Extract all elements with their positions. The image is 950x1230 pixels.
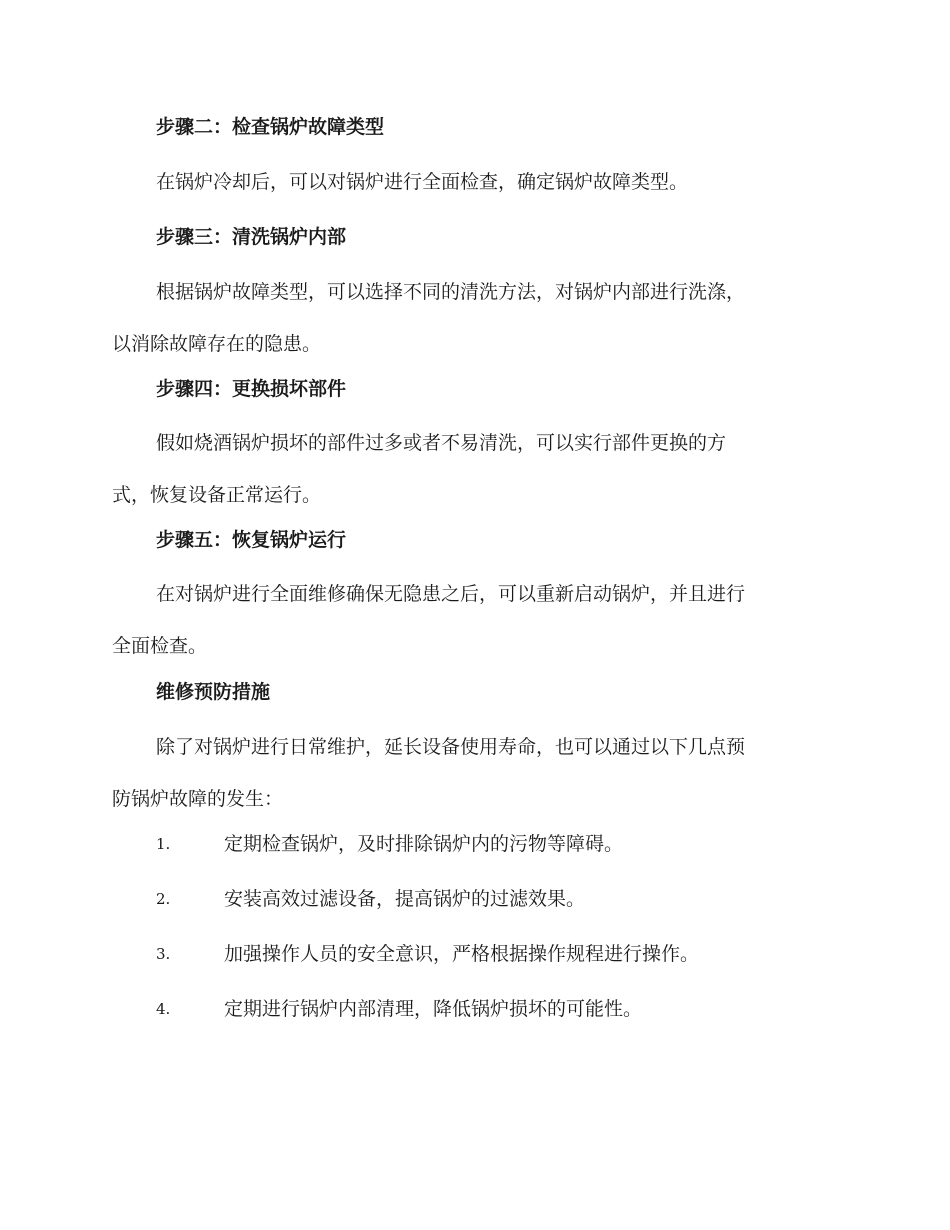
list-number: 1. [156, 835, 171, 853]
paragraph-line: 防锅炉故障的发生： [112, 788, 284, 810]
section-paragraph-prevention [112, 734, 832, 812]
paragraph-line: 式，恢复设备正常运行。 [112, 484, 322, 506]
list-number: 2. [156, 890, 171, 908]
section-paragraph-step-5 [112, 581, 832, 659]
list-text: 加强操作人员的安全意识，严格根据操作规程进行操作。 [224, 943, 700, 965]
section-paragraph-step-4 [112, 430, 832, 508]
section-heading-step-5: 步骤五：恢复锅炉运行 [156, 529, 347, 551]
section-paragraph-step-2 [112, 169, 832, 195]
section-heading-prevention: 维修预防措施 [156, 681, 271, 703]
section-heading-step-4: 步骤四：更换损坏部件 [156, 378, 347, 400]
paragraph-line: 在对锅炉进行全面维修确保无隐患之后，可以重新启动锅炉，并且进行 [156, 583, 746, 605]
paragraph-line: 除了对锅炉进行日常维护，延长设备使用寿命，也可以通过以下几点预 [156, 736, 746, 758]
paragraph-line: 在锅炉冷却后，可以对锅炉进行全面检查，确定锅炉故障类型。 [156, 171, 689, 193]
paragraph-line: 全面检查。 [112, 635, 208, 657]
list-text: 安装高效过滤设备，提高锅炉的过滤效果。 [224, 888, 586, 910]
section-paragraph-step-3 [112, 279, 832, 357]
paragraph-line: 以消除故障存在的隐患。 [112, 333, 322, 355]
section-heading-step-3: 步骤三：清洗锅炉内部 [156, 226, 347, 248]
list-text: 定期进行锅炉内部清理，降低锅炉损坏的可能性。 [224, 998, 643, 1020]
section-heading-step-2: 步骤二：检查锅炉故障类型 [156, 116, 385, 138]
list-number: 4. [156, 1000, 171, 1018]
paragraph-line: 根据锅炉故障类型，可以选择不同的清洗方法，对锅炉内部进行洗涤， [156, 281, 746, 303]
list-number: 3. [156, 945, 171, 963]
list-text: 定期检查锅炉，及时排除锅炉内的污物等障碍。 [224, 833, 624, 855]
paragraph-line: 假如烧酒锅炉损坏的部件过多或者不易清洗，可以实行部件更换的方 [156, 432, 727, 454]
